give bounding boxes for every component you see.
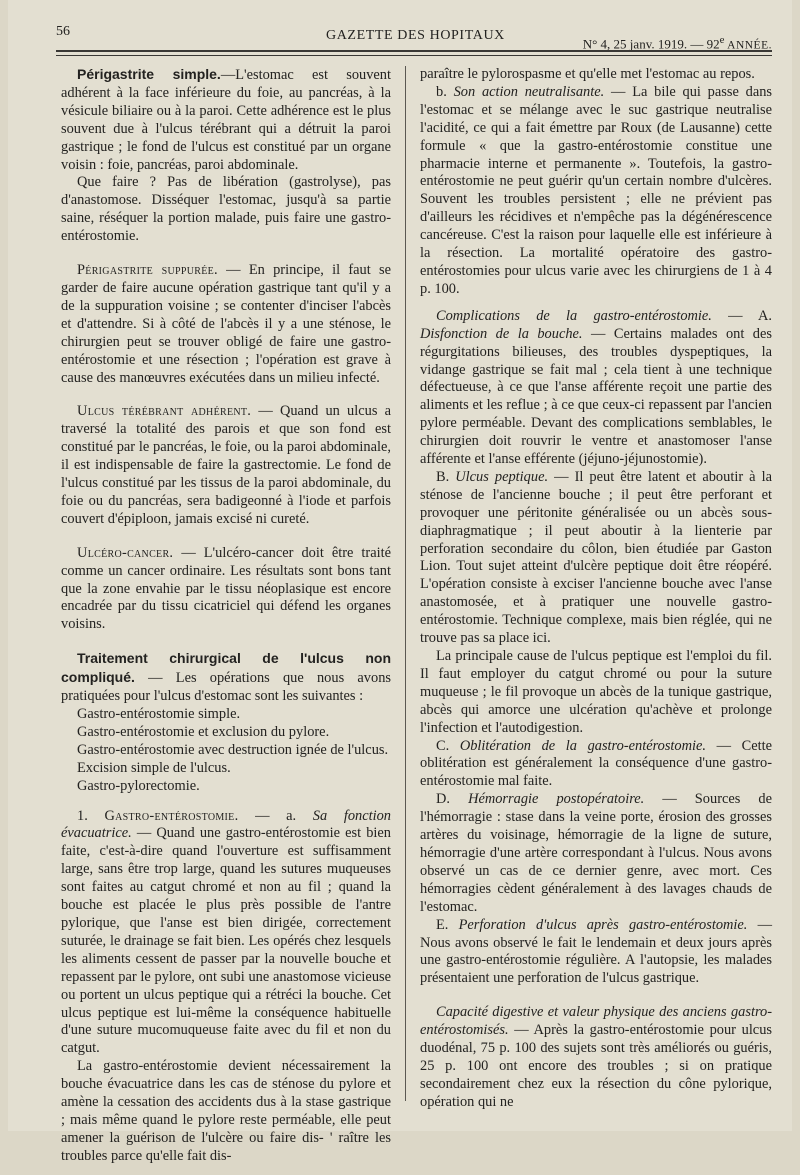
paragraph-text: Que faire ? Pas de libération (gastrolyse), pas d'anastomose. Disséquer l'estomac, jusqu'à sa partie saine, réséquer la portion malade, puis faire une gastro-entérostomie. [61, 174, 391, 245]
paragraph-text: La principale cause de l'ulcus peptique est l'emploi du fil. Il faut employer du catgut chromé ou pour la suture muqueuse ; le fil provoque un abcès de la tunique gastrique, abcès qui amorce une ulcération qu'achève et prolonge l'infection et l'autodigestion. [420, 648, 772, 736]
subheading: Complications de la gastro-entérostomie. [436, 307, 712, 324]
paragraph-text: — L'ulcéro-cancer doit être traité comme un cancer ordinaire. Les résultats sont bons tant que la zone envahie par le tissu néoplasique est encore encadrée par du tissu cicatriciel qui défend les organes voisins. [61, 544, 391, 633]
paragraph-obliteration [420, 738, 772, 792]
paragraph-perigastrite-suppuree [61, 262, 391, 387]
issue-number-date: N° 4, 25 janv. 1919. — 92 [582, 36, 720, 52]
paragraph-hemorragie [420, 791, 772, 916]
paragraph-traitement [61, 650, 391, 706]
subheading: Sa fonction évacuatrice. [61, 807, 391, 842]
subheading: Capacité digestive et valeur physique des anciens gastro-entérostomisés. [420, 1004, 772, 1039]
paragraph-perforation [420, 917, 772, 989]
paragraph-text: — Après la gastro-entérostomie pour ulcus duodénal, 75 p. 100 des sujets sont très améliorés ou guéris, 25 p. 100 ont encore des troubles ; si on pratique secondairement chez eux la résection du cône pylorique, opération qui ne [420, 1022, 772, 1110]
section-heading: Périgastrite simple. [77, 66, 221, 82]
left-column [61, 66, 391, 1175]
item-letter: — A. [711, 307, 772, 324]
paragraph-text: — Quand un ulcus a traversé la totalité des parois et que son fond est constitué par le pancréas, le foie, ou la paroi abdominale, il est indispensable de faire la gastrectomie. Le fond de l'ulcus constitué par les tissus de la paroi abdominale, du foie ou du pancréas, sera badigeonné à l'iode et parfois couvert d'épiploon, jamais excisé ni cureté. [61, 403, 391, 527]
subheading: Son action neutralisante. [453, 83, 605, 100]
paragraph-text: — Il peut être latent et aboutir à la sténose de l'ancienne bouche ; il peut être perforant et provoquer une péritonite généralisée ou un abcès sous-diaphragmatique ; il peut aboutir à la lienterie par perforation secondaire du côlon, bien étudiée par Gaston Lion. Tout sujet atteint d'ulcère peptique doit être réopéré. L'opération consiste à exciser l'ancienne bouche avec l'anse anastomosée, et à pratiquer une nouvelle gastro-entérostomie. Technique complexe, mais bien réglée, qui ne trouve pas sa place ici. [420, 468, 773, 647]
paragraph-text: —L'estomac est souvent adhérent à la face inférieure du foie, au pancréas, à la vésicule biliaire ou à la paroi. Cette adhérence est le plus souvent due à l'ulcus térébrant qui a détruit la paroi gastrique ; le fond de l'ulcus est constitué par un organe voisin : foie, pancréas, paroi abdominale. [61, 67, 392, 173]
list-item: Gastro-entérostomie et exclusion du pylore. [77, 723, 330, 740]
paragraph-ulcus-terebrant [61, 403, 391, 528]
list-item: Gastro-pylorectomie. [77, 777, 200, 794]
subheading: Ulcus peptique. [455, 468, 549, 485]
issue-superscript: e [719, 34, 725, 46]
item-letter: D. [436, 791, 469, 808]
paragraph-text: La gastro-entérostomie devient nécessairement la bouche évacuatrice dans les cas de sténose du pylore et amène la cessation des accidents dus à la stase gastrique ; mais même quand le pylore reste perméable, elle peut amener la guérison de l'ulcère ou faire dis- ' raître les troubles parce qu'elle fait dis- [61, 1058, 391, 1164]
paragraph-complications [420, 308, 772, 469]
item-letter: E. [436, 916, 459, 933]
item-letter: C. [436, 737, 460, 754]
paragraph-text: — Cette oblitération est généralement la conséquence d'une gastro-entérostomie mal faite. [420, 737, 772, 790]
item-letter: — a. [238, 807, 313, 824]
paragraph-text: paraître le pylorospasme et qu'elle met l'estomac au repos. [420, 66, 755, 82]
subheading: Oblitération de la gastro-entérostomie. [459, 737, 707, 754]
page-header [56, 22, 772, 52]
paragraph-action-neutralisante [420, 84, 772, 299]
paragraph-text: — Certains malades ont des régurgitations bilieuses, des troubles dyspeptiques, la vidange gastrique se fait mal ; cela tient à une technique défectueuse, à ce que l'anse afférente reçoit une partie des aliments et les reflue ; à ce que ceux-ci repassent par l'ancien pylore perméable. Devant des complications semblables, le chirurgien doit rouvrir le ventre et anastomoser l'anse afférente et l'anse efférente (jéjuno-jéjunostomie). [420, 325, 772, 468]
paragraph-ulcus-peptique [420, 469, 772, 648]
paragraph-text: — Nous avons observé le fait le lendemain et deux jours après une gastro-entérostomie régulière. A l'autopsie, les malades présentaient une perforation de l'ulcus gastrique. [420, 916, 772, 987]
header-rule-thin [56, 55, 772, 56]
paragraph-ulcero-cancer [61, 545, 391, 635]
column-divider [405, 66, 406, 1101]
paragraph-text: — La bile qui passe dans l'estomac et se mélange avec le suc gastrique neutralise l'acidité, ce qui a fait émettre par Roux (de Lausanne) cette formule « que la gastro-entérostomie constitue une pharmacie interne et permanente ». Toutefois, la gastro-entérostomie ne peut guérir qu'un certain nombre d'ulcères. Souvent les troubles persistent ; elle ne prévient pas d'ailleurs les récidives et n'empêche pas la dégénérescence cancéreuse. C'est la raison pour laquelle elle est inférieure à la résection. La mortalité opératoire des gastro-entérostomies pour ulcus varie avec les chirurgiens de 1 à 4 p. 100. [420, 83, 773, 297]
paragraph-text: — Les opérations que nous avons pratiquées pour l'ulcus d'estomac sont les suivantes : [61, 670, 391, 705]
paragraph-text: — Quand une gastro-entérostomie est bien faite, c'est-à-dire quand l'ouverture est suffisamment large, sans être trop large, quand les sutures muqueuses sont faites au catgut chromé et non au fil ; quand la bouche est placée le plus près possible de l'antre pylorique, que l'anse est bien dirigée, correctement suturée, le drainage se fait bien. Les opérés chez lesquels les aliments cessent de passer par la nouvelle bouche et repassent par le pylore, ont subi une anastomose vicieuse ou portent un ulcus peptique qui a rétréci la bouche. Cet ulcus peptique est lui-même la conséquence habituelle d'une suture mucomuqueuse faite avec du fil et non du catgut. [61, 825, 391, 1057]
item-number: 1. [77, 807, 105, 824]
paragraph-gastro-enterostomie [61, 808, 391, 1059]
paragraph-perigastrite-simple [61, 66, 391, 174]
paragraph-capacite-digestive [420, 1004, 772, 1111]
subheading: Perforation d'ulcus après gastro-entérostomie. [458, 916, 748, 933]
page-number: 56 [56, 24, 70, 39]
section-heading: Traitement chirurgical de l'ulcus non compliqué. [61, 650, 391, 686]
subheading: Hémorragie postopératoire. [468, 791, 645, 808]
item-letter: b. [436, 83, 454, 100]
paragraph-continuation [420, 66, 772, 84]
paragraph-text: — Sources de l'hémorragie : stase dans la veine porte, érosion des grosses artères du voisinage, hémorragie de la ligne de suture, hémorragie d'une artère correspondant à l'ulcus. Nous avons observé un cas de ce dernier genre, avec mort. Ces hémorragies cèdent généralement à des lavages chauds de l'estomac. [420, 791, 773, 915]
paragraph-cause-principale [420, 648, 772, 738]
section-heading: Ulcéro-cancer. [77, 544, 174, 561]
item-letter: B. [436, 468, 456, 485]
list-item: Excision simple de l'ulcus. [77, 759, 231, 776]
header-rule-thick [56, 50, 772, 52]
section-heading: Ulcus térébrant adhérent. [77, 403, 252, 420]
subheading: Disfonction de la bouche. [420, 325, 583, 342]
list-item: Gastro-entérostomie avec destruction ignée de l'ulcus. [77, 741, 389, 758]
issue-year-label: ANNÉE. [724, 39, 772, 52]
paragraph-que-faire [61, 174, 391, 246]
operations-list [61, 706, 391, 796]
section-heading: Gastro-entérostomie. [104, 807, 239, 824]
journal-title: GAZETTE DES HOPITAUX [326, 28, 505, 43]
paragraph-bouche-evacuatrice [61, 1058, 391, 1165]
right-column [420, 66, 772, 1121]
paragraph-text: — En principe, il faut se garder de faire aucune opération gastrique tant qu'il y a de la suppuration voisine ; se contenter d'inciser l'abcès et d'attendre. Si à côté de l'abcès il y a une sténose, le chirurgien peut se trouver obligé de faire une gastro-entérostomie et une résection ; l'opération est grave à cause des manœuvres exécutées dans un milieu infecté. [61, 262, 391, 386]
section-heading: Périgastrite suppurée. [77, 262, 218, 279]
list-item: Gastro-entérostomie simple. [77, 706, 241, 722]
